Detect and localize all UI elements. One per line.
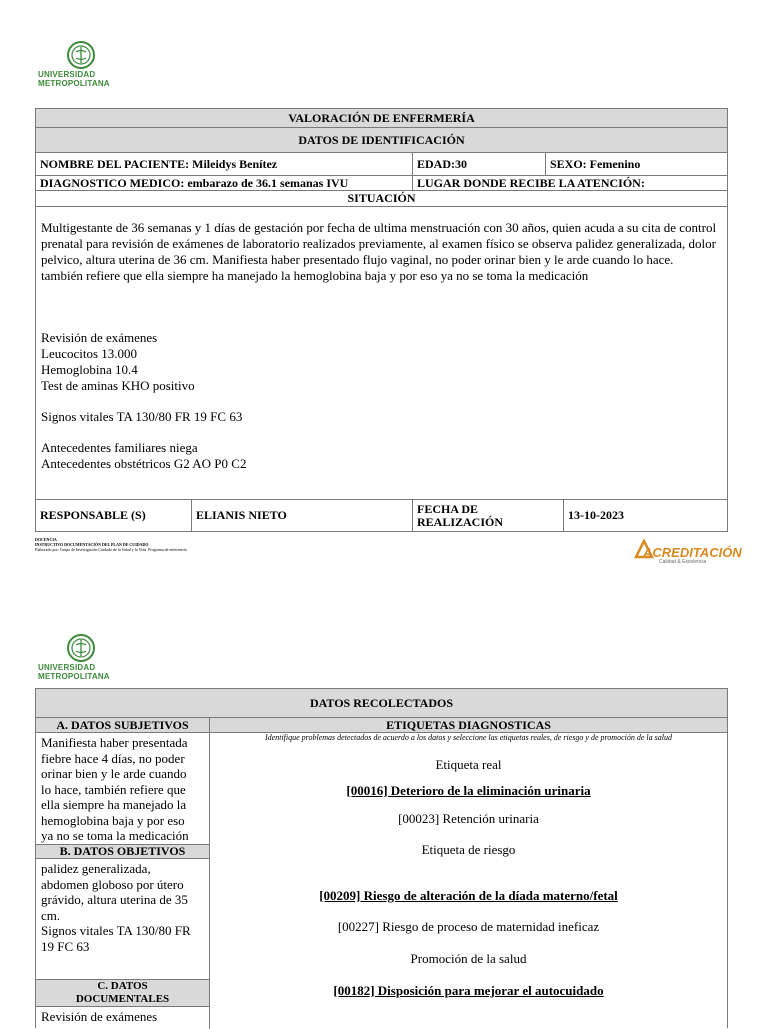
logo-line-2: METROPOLITANA <box>38 79 110 88</box>
patient-name: NOMBRE DEL PACIENTE: Mileidys Benítez <box>40 157 278 171</box>
objective-data: palidez generalizada, abdomen globoso por útero grávido, altura uterina de 35 cm. Signos vitales TA 130/80 FR 19 FC 63 <box>41 861 191 954</box>
date-label-line-1: FECHA DE <box>417 502 479 516</box>
exam-line: Leucocitos 13.000 <box>41 346 138 361</box>
diagnosis-00209: [00209] Riesgo de alteración de la díada materno/fetal <box>319 888 618 903</box>
exam-line: Revisión de exámenes <box>41 330 158 345</box>
logo-line-1: UNIVERSIDAD <box>38 663 96 672</box>
patient-age: EDAD:30 <box>417 157 467 171</box>
exam-review <box>41 330 441 394</box>
documental-data: Revisión de exámenes <box>41 1009 158 1024</box>
antecedents <box>41 440 441 472</box>
logo-line-2: METROPOLITANA <box>38 672 110 681</box>
objective-header: B. DATOS OBJETIVOS <box>36 845 209 858</box>
subjective-data: Manifiesta haber presentada fiebre hace 4 días, no poder orinar bien y le arde cuando lo hace, también refiere que ella siempre ha manejado la hemoglobina baja y por eso ya no se toma la medicación <box>41 735 189 843</box>
exam-line: Hemoglobina 10.4 <box>41 362 138 377</box>
diagnostic-labels-header: ETIQUETAS DIAGNOSTICAS <box>210 718 727 732</box>
real-label-heading: Etiqueta real <box>435 757 502 772</box>
footer-line-3: Elaborado por: Grupo de Investigación Cuidado de la Salud y la Vida. Programa de enfermería <box>35 547 187 552</box>
assessment-table <box>35 108 728 532</box>
date-label <box>413 501 563 530</box>
university-emblem-icon <box>66 633 96 663</box>
care-place: LUGAR DONDE RECIBE LA ATENCIÓN: <box>417 176 645 190</box>
footer-line-2: INSTRUCTIVO DOCUMENTACIÓN DEL PLAN DE CUIDADO <box>35 542 149 547</box>
university-emblem-icon <box>66 40 96 70</box>
diagnosis-00016: [00016] Deterioro de la eliminación urinaria <box>346 783 591 798</box>
assessment-title: VALORACIÓN DE ENFERMERÍA <box>36 109 727 127</box>
accreditation-subtext: Calidad & Excelencia <box>659 559 707 565</box>
accreditation-text: ACREDITACIÓN <box>643 545 742 560</box>
medical-diagnosis: DIAGNOSTICO MEDICO: embarazo de 36.1 semanas IVU <box>40 176 349 190</box>
identification-header: DATOS DE IDENTIFICACIÓN <box>36 128 727 152</box>
situation-header: SITUACIÓN <box>347 191 416 205</box>
responsible-label: RESPONSABLE (S) <box>40 508 146 522</box>
antecedent-line: Antecedentes familiares niega <box>41 440 198 455</box>
collected-data-table <box>35 688 728 1028</box>
diagnosis-00023: [00023] Retención urinaria <box>398 811 539 826</box>
logo-line-1: UNIVERSIDAD <box>38 70 96 79</box>
risk-label-heading: Etiqueta de riesgo <box>421 842 516 857</box>
date-label-line-2: REALIZACIÓN <box>417 515 504 529</box>
subjective-header: A. DATOS SUBJETIVOS <box>36 718 209 732</box>
university-logo <box>36 40 126 96</box>
patient-sex: SEXO: Femenino <box>550 157 641 171</box>
exam-line: Test de aminas KHO positivo <box>41 378 195 393</box>
university-logo-page-2 <box>36 633 126 689</box>
responsible-name: ELIANIS NIETO <box>196 508 287 522</box>
situation-paragraph: Multigestante de 36 semanas y 1 días de gestación por fecha de ultima menstruación con 30 años, quien acuda a su cita de control prenatal para revisión de exámenes de laboratorio realizados previamente, al examen físico se observa palidez generalizada, dolor pelvico, altura uterina de 36 cm. Manifiesta haber presentado flujo vaginal, no poder orinar bien y le arde cuando lo hace. también refiere que ella siempre ha manejado la hemoglobina baja y por eso ya no se toma la medicación <box>41 220 717 283</box>
diagnosis-00227: [00227] Riesgo de proceso de maternidad ineficaz <box>337 919 600 934</box>
antecedent-line: Antecedentes obstétricos G2 AO P0 C2 <box>41 456 247 471</box>
footer-credits <box>35 537 335 552</box>
accreditation-logo <box>634 539 742 567</box>
date-value: 13-10-2023 <box>568 508 624 522</box>
instruction-text: Identifique problemas detectados de acuerdo a los datos y seleccione las etiquetas reales, de riesgo y de promoción de la salud <box>265 733 672 742</box>
diagnosis-00182: [00182] Disposición para mejorar el autocuidado <box>333 983 604 998</box>
promotion-label-heading: Promoción de la salud <box>410 951 527 966</box>
documental-header: C. DATOS DOCUMENTALES <box>36 980 209 1006</box>
vital-signs: Signos vitales TA 130/80 FR 19 FC 63 <box>41 409 243 424</box>
footer-line-1: DOCENCIA <box>35 537 57 542</box>
collected-data-title: DATOS RECOLECTADOS <box>36 689 727 717</box>
